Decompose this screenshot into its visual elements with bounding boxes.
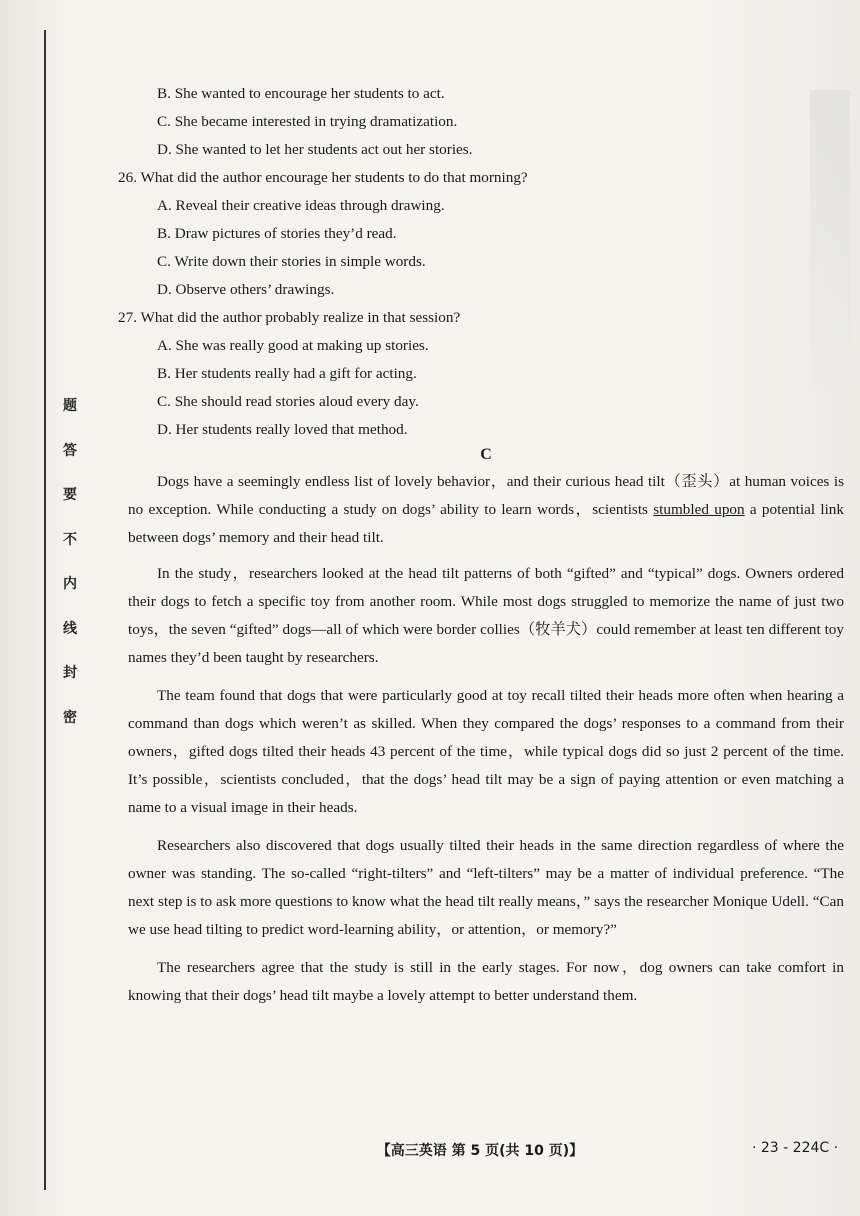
q26-option-b: B. Draw pictures of stories they’d read. — [157, 225, 397, 242]
passage-paragraph-2: In the study，researchers looked at the head tilt patterns of both “gifted” and “typical” dogs. Owners ordered their dogs to fetch a specific toy from another room. While most dogs struggled to memorize the name of just two toys，the seven “gifted” dogs—all of which were border collies（牧羊犬）could remember at least ten different toy names they’d been taught by researchers. — [128, 565, 844, 666]
q27-option-c: C. She should read stories aloud every day. — [157, 393, 419, 410]
q26-option-d: D. Observe others’ drawings. — [157, 281, 335, 298]
binding-char: 答 — [63, 442, 77, 459]
q27-option-d: D. Her students really loved that method. — [157, 421, 408, 438]
binding-char: 密 — [63, 709, 77, 726]
binding-char: 封 — [63, 665, 77, 681]
p1-text-before: Dogs have a seemingly endless list of lovely behavior，and their curious head tilt（歪头）at human voices is no exception. While conducting a study on dogs’ ability to learn words，scientists — [128, 473, 844, 518]
section-heading: C — [480, 446, 492, 463]
binding-char: 线 — [63, 620, 77, 637]
passage-paragraph-1 — [128, 468, 844, 552]
q25-option-c: C. She became interested in trying dramatization. — [157, 113, 458, 130]
binding-warning-vertical — [58, 396, 82, 752]
binding-char: 内 — [63, 576, 77, 592]
passage-paragraph-4: Researchers also discovered that dogs usually tilted their heads in the same direction regardless of where the owner was standing. The so-called “right-tilters” and “left-tilters” may be a matter of individual preference. “The next step is to ask more questions to know what the head tilt really means，” says the researcher Monique Udell. “Can we use head tilting to predict word-learning ability，or attention，or memory?” — [128, 837, 844, 938]
q26-option-c: C. Write down their stories in simple words. — [157, 253, 426, 270]
exam-content — [118, 80, 844, 1010]
binding-char: 要 — [63, 487, 77, 503]
binding-line — [44, 30, 46, 1190]
q25-option-b: B. She wanted to encourage her students to act. — [157, 85, 445, 102]
p1-text-after: a potential link between dogs’ memory and their head tilt. — [128, 501, 844, 546]
binding-char: 不 — [63, 531, 77, 548]
footer-exam-code: · 23 - 224C · — [752, 1140, 839, 1156]
passage-paragraph-3: The team found that dogs that were particularly good at toy recall tilted their heads more often when hearing a command than dogs which weren’t as skilled. When they compared the dogs’ responses to a command from their owners，gifted dogs tilted their heads 43 percent of the time，while typical dogs did so just 2 percent of the time. It’s possible，scientists concluded，that the dogs’ head tilt may be a sign of paying attention or even matching a name to a visual image in their heads. — [128, 687, 844, 816]
passage-paragraph-5: The researchers agree that the study is still in the early stages. For now，dog owners can take comfort in knowing that their dogs’ head tilt maybe a lovely attempt to better understand them. — [128, 959, 844, 1004]
footer-page-info: 【高三英语 第 5 页(共 10 页)】 — [376, 1143, 584, 1159]
q26-question: 26. What did the author encourage her students to do that morning? — [118, 169, 528, 186]
underlined-phrase: stumbled upon — [653, 501, 745, 518]
q26-option-a: A. Reveal their creative ideas through drawing. — [157, 197, 445, 214]
q27-question: 27. What did the author probably realize in that session? — [118, 309, 461, 326]
q27-option-b: B. Her students really had a gift for acting. — [157, 365, 417, 382]
binding-char: 题 — [63, 398, 77, 414]
q25-option-d: D. She wanted to let her students act out her stories. — [157, 141, 473, 158]
q27-option-a: A. She was really good at making up stories. — [157, 337, 429, 354]
